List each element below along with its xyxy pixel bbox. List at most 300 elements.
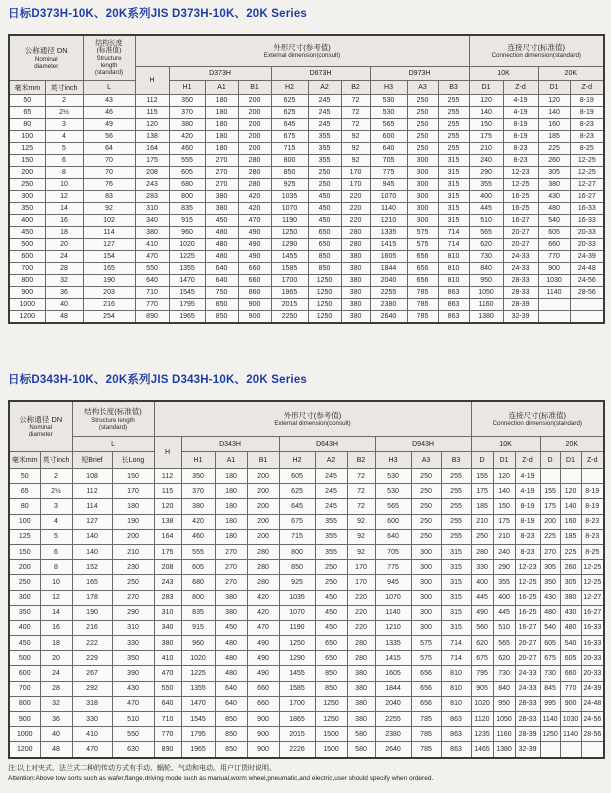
table-cell: 10	[45, 179, 83, 191]
table-cell: 850	[215, 727, 247, 742]
table-cell: 1700	[279, 696, 315, 711]
table-cell: 230	[112, 560, 154, 575]
table-cell: 292	[72, 681, 112, 696]
table-cell: 900	[247, 727, 279, 742]
table-cell: 280	[238, 167, 271, 179]
table-cell: 380	[347, 666, 375, 681]
table-row	[9, 696, 604, 711]
table-cell: 300	[411, 544, 441, 559]
table-cell: 200	[247, 484, 279, 499]
table-cell: 715	[279, 529, 315, 544]
table-cell: 12-23	[515, 560, 540, 575]
table-cell: 1585	[279, 681, 315, 696]
table-cell: 660	[560, 666, 581, 681]
table-cell: 120	[493, 469, 515, 484]
table-cell: 4	[45, 131, 83, 143]
table-cell: 220	[341, 203, 370, 215]
header-sl-zh2: (标准值)	[96, 47, 122, 55]
table-cell: 470	[135, 251, 169, 263]
table-cell: 1020	[181, 651, 215, 666]
table-cell: 350	[181, 469, 215, 484]
table-cell: 16-33	[581, 636, 604, 651]
table-cell: 300	[407, 179, 438, 191]
table-cell: 120	[560, 484, 581, 499]
table-cell: 180	[215, 499, 247, 514]
table-cell: 120	[469, 95, 503, 107]
table-cell: 250	[407, 119, 438, 131]
table-cell: 890	[135, 311, 169, 324]
table-cell: 16-33	[570, 203, 604, 215]
table-cell: 950	[469, 275, 503, 287]
table-cell: 995	[540, 696, 560, 711]
table-cell: 12-25	[570, 167, 604, 179]
table-cell: 120	[154, 499, 181, 514]
table-cell: 1120	[471, 712, 493, 727]
table-cell: 1235	[471, 727, 493, 742]
table-cell: 28-56	[570, 287, 604, 299]
table-cell: 180	[205, 119, 238, 131]
table-cell: 400	[469, 191, 503, 203]
table-cell: 660	[238, 275, 271, 287]
table-cell: 650	[315, 651, 347, 666]
table-cell: 175	[469, 131, 503, 143]
table-cell: 24-33	[515, 666, 540, 681]
table-cell: 92	[341, 143, 370, 155]
table-row	[9, 179, 604, 191]
table-cell: 12-27	[581, 590, 604, 605]
table-cell: 900	[238, 299, 271, 311]
header-sl-en3: (standard)	[94, 69, 124, 77]
table-cell: 620	[471, 636, 493, 651]
table-cell: 64	[83, 143, 135, 155]
table-cell: 960	[181, 636, 215, 651]
table-cell: 216	[72, 620, 112, 635]
table-cell: 810	[441, 696, 471, 711]
table-cell: 1070	[271, 203, 308, 215]
table-cell: 800	[271, 155, 308, 167]
table-cell: 1355	[181, 681, 215, 696]
table-cell: 250	[308, 179, 341, 191]
table-cell: 480	[215, 666, 247, 681]
table-cell: 3	[45, 119, 83, 131]
table-cell: 1585	[271, 263, 308, 275]
table-cell: 250	[308, 167, 341, 179]
table-cell: 714	[441, 636, 471, 651]
table-cell: 480	[540, 605, 560, 620]
table-cell: 850	[308, 251, 341, 263]
table-cell: 300	[407, 191, 438, 203]
table-cell: 656	[407, 275, 438, 287]
table-cell: 840	[469, 263, 503, 275]
table-cell: 656	[411, 696, 441, 711]
table-cell: 370	[181, 484, 215, 499]
table-cell: 175	[135, 155, 169, 167]
header-20k-d: D	[540, 452, 560, 469]
table-cell: 1250	[308, 287, 341, 299]
table-cell: 785	[411, 727, 441, 742]
table-cell: 575	[411, 651, 441, 666]
table-cell: 28-33	[503, 275, 538, 287]
table-cell: 555	[169, 155, 205, 167]
table-cell: 380	[347, 696, 375, 711]
table-cell: 280	[347, 636, 375, 651]
table-cell: 1605	[370, 251, 407, 263]
table-cell: 540	[560, 636, 581, 651]
table-cell: 270	[205, 179, 238, 191]
table-cell: 380	[341, 287, 370, 299]
table-cell: 180	[215, 514, 247, 529]
table-cell: 500	[9, 651, 40, 666]
table-cell: 315	[438, 215, 469, 227]
table-cell: 92	[83, 203, 135, 215]
table-cell: 180	[215, 529, 247, 544]
table-cell: 380	[205, 191, 238, 203]
header-20k-d1: D1	[538, 81, 570, 95]
table-cell: 100	[9, 131, 45, 143]
table-cell: 8-19	[570, 107, 604, 119]
table-cell: 243	[135, 179, 169, 191]
table-cell: 8-19	[503, 119, 538, 131]
table-cell: 905	[471, 681, 493, 696]
table-row	[9, 287, 604, 299]
table-cell: 1200	[9, 311, 45, 324]
table-cell: 150	[9, 544, 40, 559]
table-cell: 208	[135, 167, 169, 179]
table-cell: 300	[407, 167, 438, 179]
table-cell: 900	[238, 311, 271, 324]
table-cell: 2255	[370, 287, 407, 299]
table-cell: 575	[407, 239, 438, 251]
table-cell: 640	[375, 529, 411, 544]
table-row	[9, 712, 604, 727]
table2-title: 日标D343H-10K、20K系列JIS D343H-10K、20K Series	[8, 374, 308, 386]
table-cell	[540, 469, 560, 484]
table-cell: 775	[370, 167, 407, 179]
table-cell: 283	[135, 191, 169, 203]
table-cell: 16-25	[515, 605, 540, 620]
table-cell: 900	[247, 742, 279, 758]
table-cell	[538, 299, 570, 311]
table-cell: 530	[375, 469, 411, 484]
table-cell: 283	[154, 590, 181, 605]
table-cell: 8-25	[570, 143, 604, 155]
table-cell: 255	[438, 107, 469, 119]
table-cell: 315	[438, 155, 469, 167]
table-cell: 250	[411, 499, 441, 514]
table-cell: 255	[441, 499, 471, 514]
table-cell: 250	[9, 179, 45, 191]
table-cell: 835	[181, 605, 215, 620]
table-cell: 450	[9, 227, 45, 239]
table-cell: 800	[181, 590, 215, 605]
table-cell: 470	[112, 696, 154, 711]
header-a1: A1	[215, 452, 247, 469]
table-cell: 5	[45, 143, 83, 155]
table-cell: 92	[347, 544, 375, 559]
table-cell: 680	[181, 575, 215, 590]
table-cell: 24-39	[581, 681, 604, 696]
table-cell: 1210	[370, 215, 407, 227]
table-cell: 1250	[315, 712, 347, 727]
header-conn-zh: 连接尺寸(标准值)	[508, 410, 567, 420]
table-row	[9, 742, 604, 758]
table-cell: 72	[341, 119, 370, 131]
table-cell: 605	[540, 636, 560, 651]
table-cell: 355	[308, 155, 341, 167]
table-cell: 16-25	[515, 590, 540, 605]
table-cell: 48	[45, 311, 83, 324]
table-row	[9, 203, 604, 215]
table-cell: 380	[341, 251, 370, 263]
table-cell: 555	[181, 544, 215, 559]
table-cell: 76	[83, 179, 135, 191]
header-b3: B3	[441, 452, 471, 469]
table-cell: 355	[315, 514, 347, 529]
table-cell: 640	[205, 263, 238, 275]
table-cell: 3	[40, 499, 72, 514]
table-cell: 925	[271, 179, 308, 191]
table-cell: 656	[407, 251, 438, 263]
table-cell: 2226	[279, 742, 315, 758]
table-cell: 140	[538, 107, 570, 119]
table-cell: 28-56	[581, 727, 604, 742]
table-cell: 480	[215, 636, 247, 651]
table-cell: 2½	[40, 484, 72, 499]
table-cell: 20-33	[581, 651, 604, 666]
table-cell: 315	[438, 191, 469, 203]
table-cell: 1545	[181, 712, 215, 727]
table-cell: 160	[560, 514, 581, 529]
table-cell: 20-27	[515, 651, 540, 666]
table-cell: 250	[411, 469, 441, 484]
table-cell: 1455	[271, 251, 308, 263]
header-sl-en2: (standard)	[98, 423, 128, 431]
table-cell	[560, 469, 581, 484]
table-row	[9, 155, 604, 167]
table-cell: 714	[438, 227, 469, 239]
table-cell: 220	[347, 605, 375, 620]
table-cell: 450	[205, 215, 238, 227]
table-cell: 605	[279, 469, 315, 484]
table-cell: 8-23	[570, 119, 604, 131]
table-row	[9, 311, 604, 324]
table-cell	[570, 299, 604, 311]
table-cell: 178	[72, 590, 112, 605]
header-l: L	[72, 437, 154, 452]
table-cell: 200	[247, 529, 279, 544]
table-cell: 220	[341, 215, 370, 227]
table-cell: 32-39	[503, 311, 538, 324]
table-cell: 350	[9, 605, 40, 620]
table-cell: 605	[181, 560, 215, 575]
table-cell: 510	[469, 215, 503, 227]
table-cell: 20-33	[570, 227, 604, 239]
table-cell: 270	[215, 560, 247, 575]
table-cell: 16-33	[581, 620, 604, 635]
table-cell: 710	[154, 712, 181, 727]
table-cell: 560	[471, 620, 493, 635]
table-cell: 1795	[181, 727, 215, 742]
table-cell: 1865	[279, 712, 315, 727]
table-cell: 46	[83, 107, 135, 119]
table-cell: 8-19	[503, 131, 538, 143]
table-cell: 50	[9, 95, 45, 107]
table-cell: 8-19	[570, 95, 604, 107]
table-cell: 290	[112, 605, 154, 620]
table-cell: 730	[540, 666, 560, 681]
table-cell: 400	[493, 590, 515, 605]
table-cell: 20	[40, 651, 72, 666]
table-row	[9, 299, 604, 311]
header-conn-en: Connection dimension(standard)	[492, 420, 582, 428]
table-cell: 250	[411, 514, 441, 529]
table-cell: 480	[215, 651, 247, 666]
table-cell: 255	[438, 131, 469, 143]
table-cell: 2380	[370, 299, 407, 311]
table-cell: 640	[205, 275, 238, 287]
table-cell: 640	[215, 681, 247, 696]
table-cell: 510	[112, 712, 154, 727]
table-cell: 785	[407, 299, 438, 311]
table-cell: 300	[411, 605, 441, 620]
header-a2: A2	[315, 452, 347, 469]
table-cell: 840	[493, 681, 515, 696]
table-cell: 72	[341, 95, 370, 107]
table-cell: 16-25	[503, 203, 538, 215]
table-row	[9, 251, 604, 263]
table-cell: 640	[154, 696, 181, 711]
header-long: 长Long	[112, 452, 154, 469]
table-row	[9, 167, 604, 179]
table-cell: 630	[112, 742, 154, 758]
table-cell: 28-33	[515, 696, 540, 711]
table-cell: 12	[45, 191, 83, 203]
table-cell: 125	[9, 143, 45, 155]
table-cell: 315	[441, 620, 471, 635]
table-row	[9, 529, 604, 544]
table-cell: 1020	[471, 696, 493, 711]
table-cell: 250	[9, 575, 40, 590]
table-cell: 24-56	[570, 275, 604, 287]
table-cell: 450	[308, 191, 341, 203]
table-cell: 600	[375, 514, 411, 529]
table-cell: 12-25	[581, 575, 604, 590]
table-cell: 900	[9, 287, 45, 299]
table-cell: 380	[538, 179, 570, 191]
header-dn-en1: Nominal	[34, 55, 58, 63]
table-row	[9, 636, 604, 651]
table-cell: 600	[370, 131, 407, 143]
table-cell: 445	[493, 605, 515, 620]
table-cell: 180	[112, 499, 154, 514]
table-cell: 255	[438, 119, 469, 131]
header-inch: 英寸inch	[45, 81, 83, 95]
table-cell: 355	[315, 529, 347, 544]
table-cell: 1210	[375, 620, 411, 635]
table1-title: 日标D373H-10K、20K系列JIS D373H-10K、20K Series	[8, 8, 308, 20]
table-cell: 10	[40, 575, 72, 590]
table-cell: 200	[238, 119, 271, 131]
table-cell: 450	[315, 590, 347, 605]
table-cell: 190	[83, 275, 135, 287]
table-cell: 1250	[308, 299, 341, 311]
table-cell: 200	[9, 560, 40, 575]
table-cell: 565	[375, 499, 411, 514]
table-cell: 600	[9, 666, 40, 681]
header-10k-zd: Z-d	[503, 81, 538, 95]
table-cell: 220	[341, 191, 370, 203]
table-cell: 12-25	[570, 155, 604, 167]
table-cell: 355	[308, 143, 341, 155]
table-cell: 24-48	[581, 696, 604, 711]
table-cell: 380	[347, 712, 375, 727]
table-cell: 380	[215, 590, 247, 605]
table-cell: 114	[83, 227, 135, 239]
table-cell: 185	[538, 131, 570, 143]
table-cell: 1030	[538, 275, 570, 287]
table-cell: 65	[9, 484, 40, 499]
header-h1: H1	[181, 452, 215, 469]
table-cell: 305	[540, 560, 560, 575]
table-cell: 190	[72, 605, 112, 620]
table-cell: 180	[205, 107, 238, 119]
table-cell: 890	[154, 742, 181, 758]
table-cell: 730	[493, 666, 515, 681]
header-b1: B1	[247, 452, 279, 469]
table-cell: 625	[279, 484, 315, 499]
table-cell: 2040	[375, 696, 411, 711]
table-cell: 24-56	[581, 712, 604, 727]
table-cell: 1000	[9, 299, 45, 311]
table-cell: 8-19	[581, 484, 604, 499]
table-cell: 945	[370, 179, 407, 191]
header-mm: 毫米mm	[9, 452, 40, 469]
table-cell: 785	[407, 311, 438, 324]
table-cell: 450	[315, 605, 347, 620]
header-model-d673h: D673H	[271, 67, 370, 81]
table-cell: 700	[9, 681, 40, 696]
table-cell: 605	[169, 167, 205, 179]
table-cell: 540	[538, 215, 570, 227]
table-cell: 250	[112, 575, 154, 590]
table-cell: 318	[72, 696, 112, 711]
table-cell: 48	[40, 742, 72, 758]
table-cell: 340	[154, 620, 181, 635]
table-cell: 605	[560, 651, 581, 666]
table-cell: 450	[315, 620, 347, 635]
table-cell: 12-25	[581, 560, 604, 575]
header-b3: B3	[438, 81, 469, 95]
table-cell: 255	[441, 469, 471, 484]
header-h: H	[154, 437, 181, 469]
table-cell: 245	[308, 107, 341, 119]
table-cell: 1465	[471, 742, 493, 758]
table-cell	[540, 742, 560, 758]
table-cell: 380	[341, 263, 370, 275]
table-cell: 350	[540, 575, 560, 590]
table-cell: 530	[375, 484, 411, 499]
table-cell: 605	[538, 227, 570, 239]
table-cell: 656	[411, 681, 441, 696]
table-cell: 800	[279, 544, 315, 559]
table-cell: 675	[279, 514, 315, 529]
table-cell: 490	[238, 227, 271, 239]
table-cell: 220	[347, 590, 375, 605]
table-cell: 175	[471, 484, 493, 499]
table-cell: 640	[135, 275, 169, 287]
table-cell: 250	[411, 529, 441, 544]
table-cell: 72	[341, 107, 370, 119]
